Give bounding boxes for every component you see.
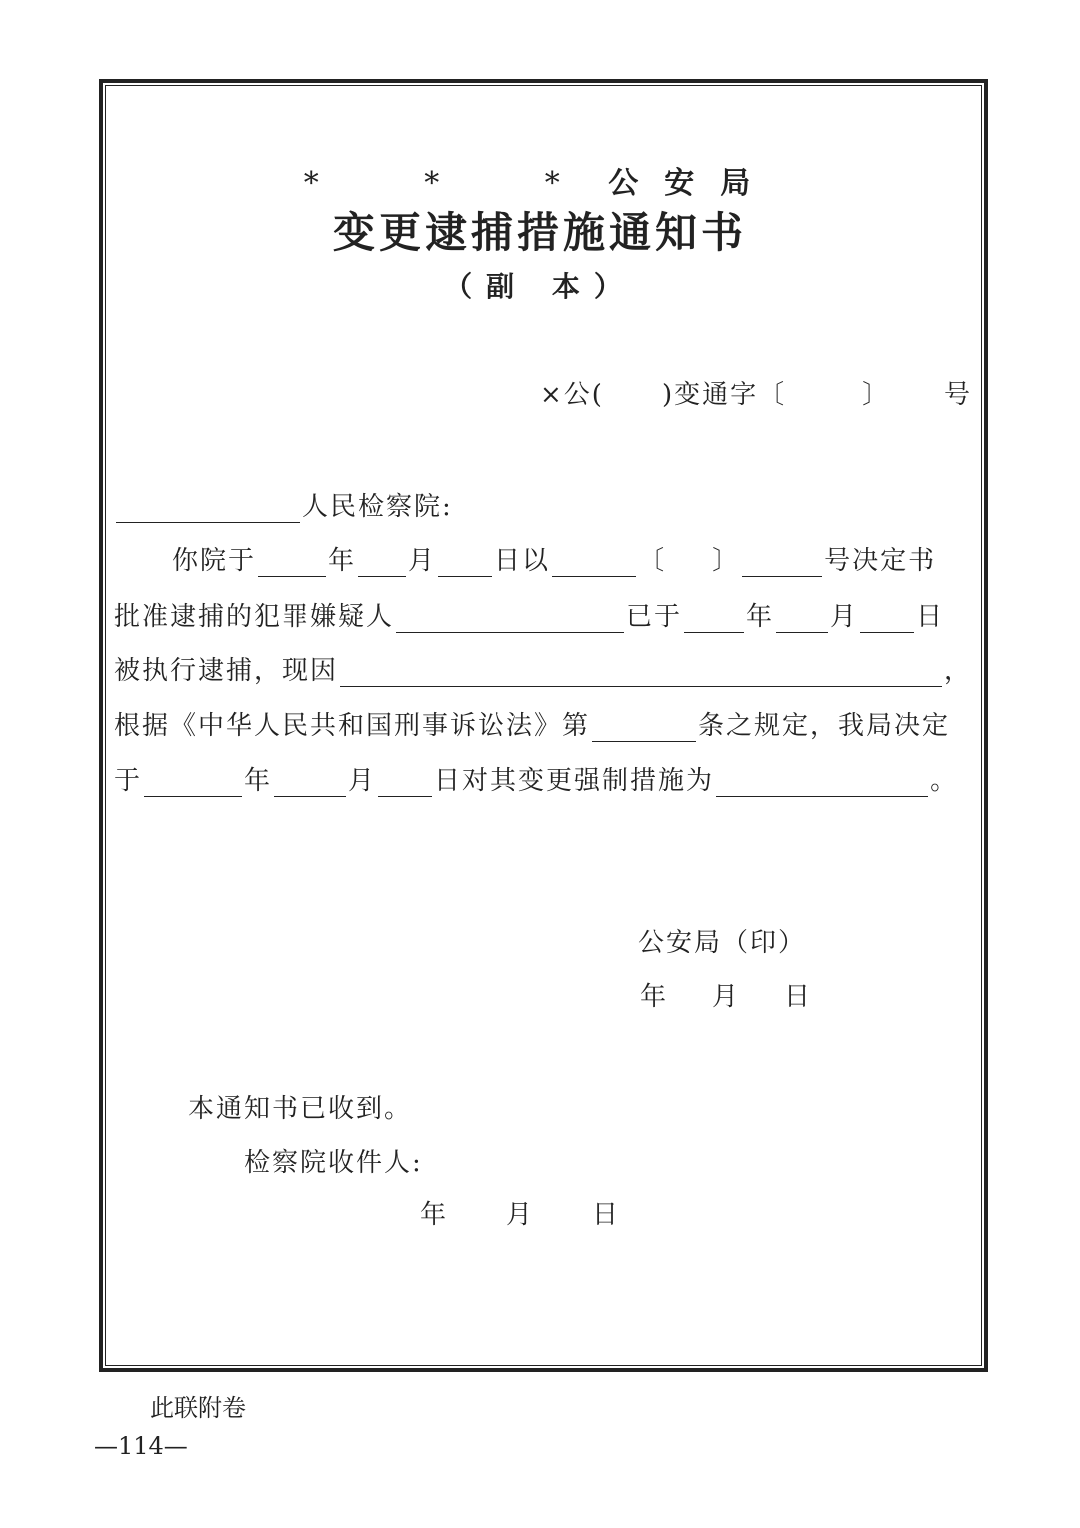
recipient-suffix: 人民检察院:	[302, 492, 453, 522]
seal-text: 公安局（印）	[638, 928, 807, 958]
agency-stars: * * *	[303, 166, 608, 201]
l4-text-b: 条之规定，我局决定	[698, 711, 951, 741]
doc-number-prefix: ×公(	[540, 380, 604, 410]
l2-year-blank[interactable]	[684, 606, 744, 633]
l1-text-end: 号决定书	[824, 546, 937, 576]
receipt-year: 年	[420, 1200, 449, 1230]
l2-year: 年	[746, 602, 775, 632]
doc-number-line	[540, 374, 890, 411]
signature-seal	[638, 922, 806, 959]
l5-day-blank[interactable]	[378, 770, 432, 797]
l2-day: 日	[916, 602, 945, 632]
l5-text-a: 于	[114, 766, 143, 796]
l1-month: 月	[408, 546, 437, 576]
receipt-received	[188, 1088, 412, 1125]
l2-suspect-blank[interactable]	[396, 606, 624, 633]
l2-text-b: 已于	[626, 602, 683, 632]
doc-number-middle: )变通字〔	[661, 380, 787, 410]
l2-day-blank[interactable]	[860, 606, 914, 633]
l1-year: 年	[328, 546, 357, 576]
footer-note: 此联附卷	[150, 1394, 246, 1422]
l5-month: 月	[348, 766, 377, 796]
l4-text-a: 根据《中华人民共和国刑事诉讼法》第	[114, 711, 591, 741]
body-line-1	[172, 540, 936, 577]
l1-year-blank[interactable]	[258, 550, 326, 577]
received-text: 本通知书已收到。	[188, 1094, 413, 1124]
receipt-receiver	[244, 1142, 423, 1179]
l5-year: 年	[244, 766, 273, 796]
sig-year: 年	[640, 982, 669, 1012]
l1-bracket-close: 〕	[712, 546, 741, 576]
l2-month: 月	[830, 602, 859, 632]
body-line-3	[114, 650, 972, 687]
body-line-4	[114, 705, 950, 742]
l5-text-b: 日对其变更强制措施为	[434, 766, 715, 796]
doc-number-suffix-wrap	[944, 374, 972, 411]
agency-name: 公安局	[608, 166, 777, 201]
l1-text-a: 你院于	[172, 546, 257, 576]
l2-text-a: 批准逮捕的犯罪嫌疑人	[114, 602, 395, 632]
l1-day: 日以	[494, 546, 551, 576]
l5-month-blank[interactable]	[274, 770, 346, 797]
sig-day: 日	[784, 982, 813, 1012]
recipient-blank[interactable]	[116, 496, 300, 523]
l3-text-end: ，	[944, 656, 973, 686]
l5-text-end: 。	[930, 766, 959, 796]
page-number: —114—	[94, 1432, 188, 1460]
l3-text-a: 被执行逮捕，现因	[114, 656, 339, 686]
l3-reason-blank[interactable]	[340, 660, 942, 687]
l1-month-blank[interactable]	[358, 550, 406, 577]
copy-label: （副 本）	[444, 270, 636, 303]
recipient-line	[114, 486, 453, 523]
l5-year-blank[interactable]	[144, 770, 242, 797]
body-line-2	[114, 596, 944, 633]
doc-number-bracket-close: 〕	[862, 380, 891, 410]
receipt-day: 日	[592, 1200, 621, 1230]
body-line-5	[114, 760, 958, 797]
agency-line	[0, 158, 1080, 202]
l1-number-blank[interactable]	[742, 550, 822, 577]
l1-bracket-open: 〔	[638, 546, 667, 576]
document-title: 变更逮捕措施通知书	[332, 208, 747, 257]
receipt-month: 月	[506, 1200, 535, 1230]
doc-number-suffix: 号	[944, 380, 973, 410]
sig-month: 月	[712, 982, 741, 1012]
receiver-label: 检察院收件人:	[244, 1148, 423, 1178]
signature-date	[640, 976, 812, 1013]
l4-article-blank[interactable]	[592, 715, 696, 742]
l1-org-blank[interactable]	[552, 550, 636, 577]
receipt-date	[420, 1194, 620, 1231]
l2-month-blank[interactable]	[776, 606, 828, 633]
l5-measure-blank[interactable]	[716, 770, 928, 797]
l1-day-blank[interactable]	[438, 550, 492, 577]
